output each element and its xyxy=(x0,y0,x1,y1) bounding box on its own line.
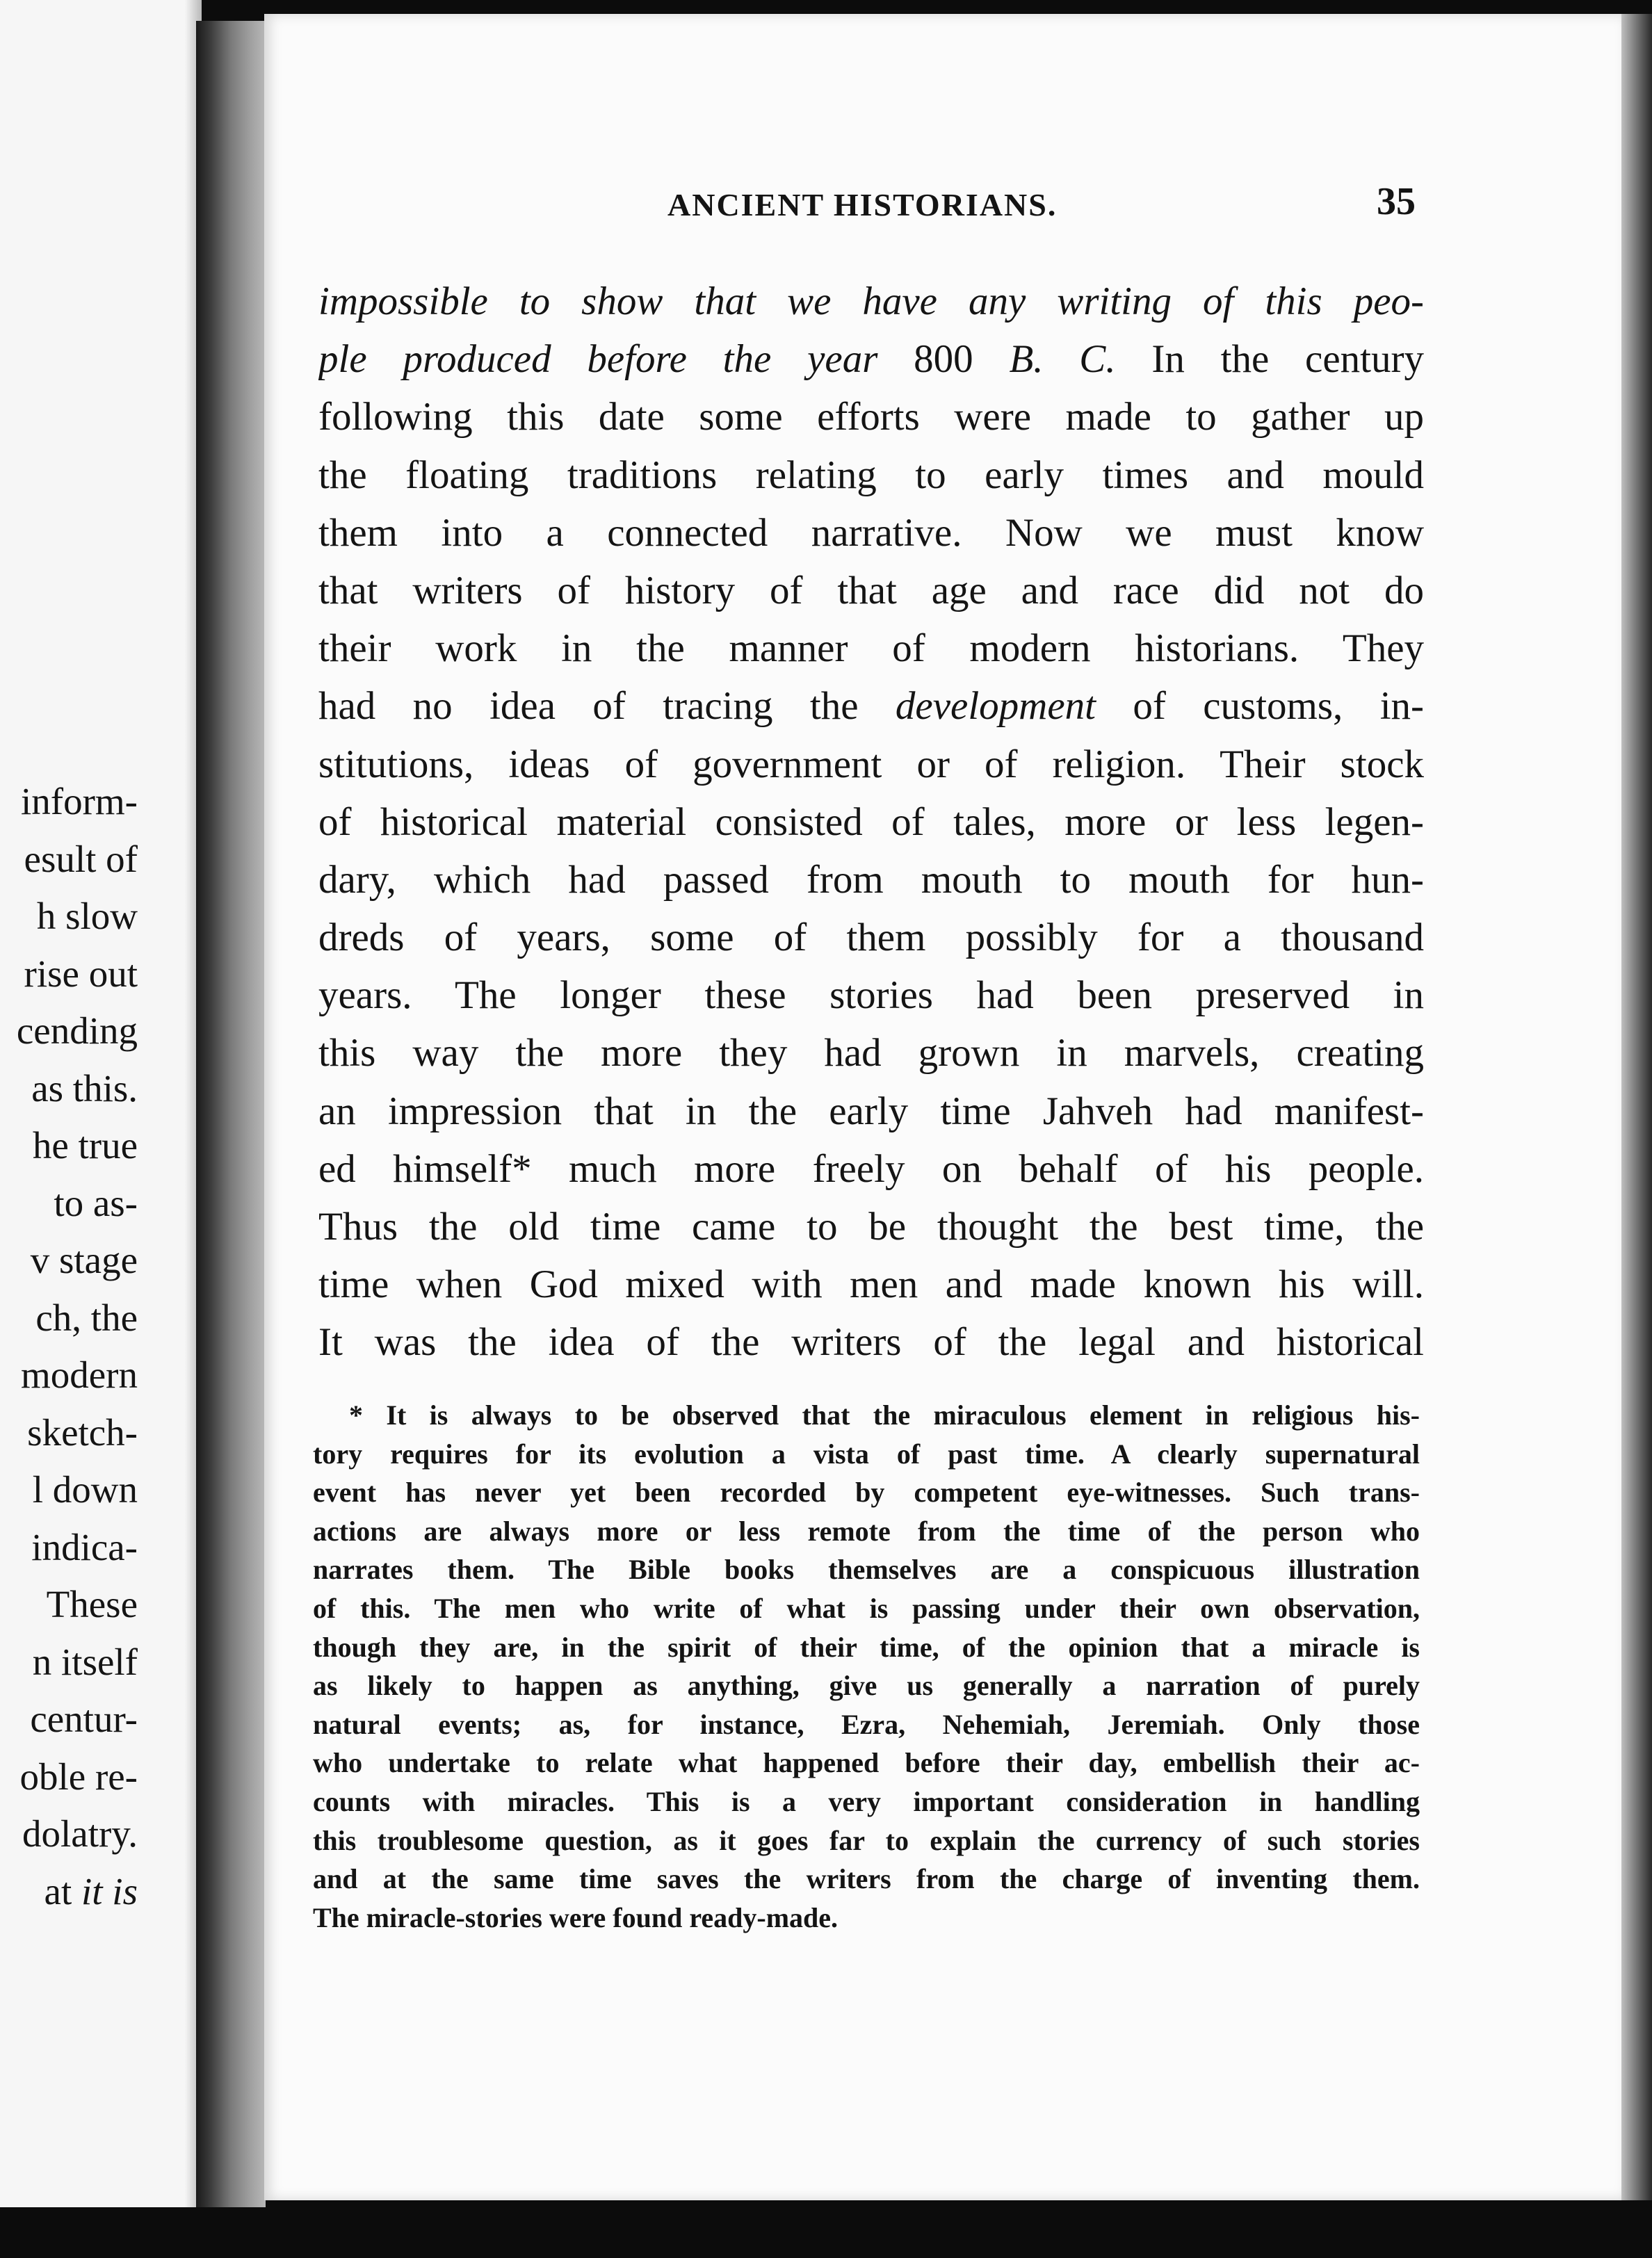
footnote-line: narrates them. The Bible books themselves are a conspicuous illustration xyxy=(313,1554,1420,1586)
body-line: of historical material consisted of tales, more or less legen- xyxy=(318,799,1424,844)
footnote-line: as likely to happen as anything, give us generally a narration of purely xyxy=(313,1670,1420,1702)
body-line: them into a connected narrative. Now we must know xyxy=(318,510,1424,555)
body-line: ed himself* much more freely on behalf of his people. xyxy=(318,1146,1424,1191)
left-page-line: indica- xyxy=(31,1525,138,1568)
body-line: an impression that in the early time Jahveh had manifest- xyxy=(318,1089,1424,1133)
left-page-text xyxy=(0,773,138,1920)
left-facing-page xyxy=(0,0,202,2207)
italic-text: B. C. xyxy=(1009,337,1116,382)
left-page-line: l down xyxy=(32,1468,138,1511)
footnote-line: The miracle-stories were found ready-made. xyxy=(313,1901,839,1933)
footnote-line: though they are, in the spirit of their time, of the opinion that a miracle is xyxy=(313,1631,1420,1663)
body-line: the floating traditions relating to early times and mould xyxy=(318,453,1424,497)
footnote-line: who undertake to relate what happened before their day, embellish their ac- xyxy=(313,1747,1420,1779)
italic-text: impossible to show that we have any writing of this peo- xyxy=(318,279,1424,323)
footnote-line: this troublesome question, as it goes far to explain the currency of such stories xyxy=(313,1824,1420,1856)
body-line: that writers of history of that age and race did not do xyxy=(318,568,1424,612)
body-line: following this date some efforts were made to gather up xyxy=(318,395,1424,439)
body-line: this way the more they had grown in marvels, creating xyxy=(318,1031,1424,1075)
body-text xyxy=(318,273,1424,1372)
left-page-line: cending xyxy=(16,1009,138,1052)
right-page-edge xyxy=(1621,14,1652,2200)
left-page-line: sketch- xyxy=(27,1411,138,1454)
footnote xyxy=(313,1396,1420,1937)
left-page-line: v stage xyxy=(30,1239,138,1281)
footnote-line: tory requires for its evolution a vista of past time. A clearly supernatural xyxy=(313,1438,1420,1470)
footnote-line: * It is always to be observed that the miraculous element in religious his- xyxy=(349,1399,1420,1431)
footnote-line: event has never yet been recorded by competent eye-witnesses. Such trans- xyxy=(313,1477,1420,1509)
scan-bottom-border xyxy=(0,2207,1652,2258)
body-line: stitutions, ideas of government or of religion. Their stock xyxy=(318,742,1424,786)
page-number: 35 xyxy=(1377,180,1416,223)
body-line: It was the idea of the writers of the legal and historical xyxy=(318,1320,1424,1365)
left-page-line: dolatry. xyxy=(22,1812,138,1855)
body-line xyxy=(318,677,1424,735)
left-page-line: inform- xyxy=(20,780,138,822)
body-line: their work in the manner of modern historians. They xyxy=(318,626,1424,671)
left-page-line: esult of xyxy=(24,837,138,880)
body-line: time when God mixed with men and made known his will. xyxy=(318,1262,1424,1307)
footnote-line: actions are always more or less remote from the time of the person who xyxy=(313,1515,1420,1547)
body-line: dreds of years, some of them possibly for a thousand xyxy=(318,916,1424,960)
body-line: Thus the old time came to be thought the best time, the xyxy=(318,1205,1424,1249)
roman-text: of customs, in- xyxy=(1095,684,1424,729)
footnote-line: and at the same time saves the writers from the charge of inventing them. xyxy=(313,1863,1420,1895)
body-line: years. The longer these stories had been preserved in xyxy=(318,973,1424,1018)
footnote-line: natural events; as, for instance, Ezra, Nehemiah, Jeremiah. Only those xyxy=(313,1708,1420,1740)
left-page-line: h slow xyxy=(36,895,138,937)
left-page-line: as this. xyxy=(31,1066,138,1110)
italic-text: it is xyxy=(81,1869,138,1912)
left-page-line: at it is xyxy=(44,1869,138,1912)
roman-text: 800 xyxy=(877,337,1010,382)
body-line xyxy=(318,273,1424,330)
left-page-line: modern xyxy=(20,1354,138,1396)
left-page-line: he true xyxy=(32,1124,138,1167)
left-page-line: centur- xyxy=(30,1698,138,1740)
roman-text: In the century xyxy=(1115,337,1424,382)
left-page-line: These xyxy=(46,1583,138,1625)
body-line: dary, which had passed from mouth to mouth for hun- xyxy=(318,857,1424,902)
italic-text: development xyxy=(895,684,1096,729)
body-line xyxy=(318,330,1424,388)
footnote-line: counts with miracles. This is a very important consideration in handling xyxy=(313,1785,1420,1817)
book-gutter xyxy=(196,21,266,2207)
left-page-line: to as- xyxy=(54,1181,138,1224)
left-page-line: oble re- xyxy=(19,1755,138,1798)
left-page-line: rise out xyxy=(24,952,138,995)
running-head: ANCIENT HISTORIANS. xyxy=(667,187,1058,222)
left-page-line: n itself xyxy=(32,1640,138,1683)
roman-text: had no idea of tracing the xyxy=(318,684,896,729)
footnote-line: of this. The men who write of what is passing under their own observation, xyxy=(313,1592,1420,1624)
italic-text: ple produced before the year xyxy=(318,337,878,382)
left-page-line: ch, the xyxy=(35,1296,138,1339)
